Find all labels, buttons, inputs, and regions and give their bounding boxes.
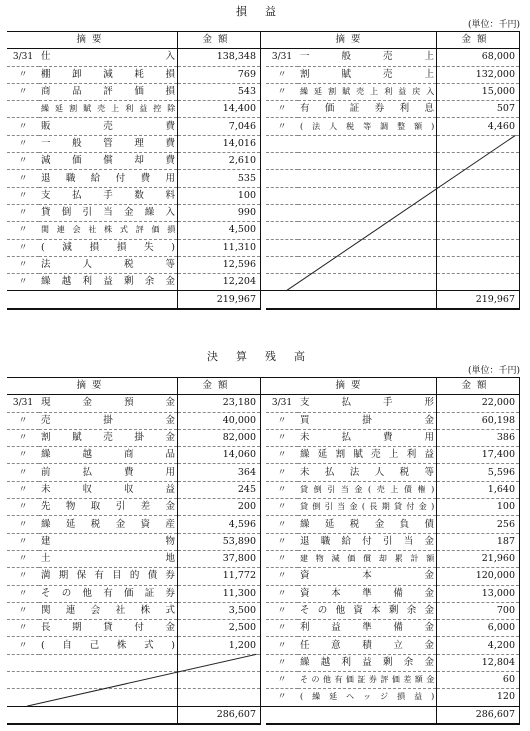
entry-amount: 11,310 xyxy=(178,239,261,256)
total-row xyxy=(7,706,520,724)
entry-amount: 132,000 xyxy=(437,66,520,83)
entry-date: 〃 xyxy=(266,568,298,585)
entry-date: 〃 xyxy=(7,602,39,619)
entry-date: 〃 xyxy=(266,412,298,429)
entry-item: 売掛金 xyxy=(39,412,178,429)
entry-item: 貸倒引当金(売上債権) xyxy=(298,481,437,498)
entry-date: 〃 xyxy=(266,602,298,619)
entry-item: 繰延税金負債 xyxy=(298,516,437,533)
entry-amount xyxy=(437,170,520,187)
entry-item: 資本金 xyxy=(298,568,437,585)
table-row xyxy=(7,170,520,187)
entry-item: (減損損失) xyxy=(39,239,178,256)
table-row xyxy=(7,395,520,412)
bs-ledger-table xyxy=(7,377,520,725)
entry-date: 〃 xyxy=(266,585,298,602)
entry-item xyxy=(298,256,437,273)
entry-date: 〃 xyxy=(7,204,39,221)
table-row xyxy=(7,637,520,654)
entry-amount: 4,500 xyxy=(178,222,261,239)
entry-amount xyxy=(178,672,261,689)
entry-date: 3/31 xyxy=(266,49,298,66)
entry-amount: 4,200 xyxy=(437,637,520,654)
entry-date: 〃 xyxy=(266,637,298,654)
entry-item: 貸倒引当金(長期貸付金) xyxy=(298,499,437,516)
entry-date: 〃 xyxy=(266,654,298,671)
entry-date xyxy=(266,135,298,152)
entry-item: 退職給付費用 xyxy=(39,170,178,187)
table-row xyxy=(7,101,520,118)
total-date xyxy=(7,291,39,309)
entry-date: 〃 xyxy=(7,274,39,291)
entry-amount: 13,000 xyxy=(437,585,520,602)
entry-amount: 543 xyxy=(178,83,261,100)
table-row xyxy=(7,204,520,221)
entry-amount: 1,640 xyxy=(437,481,520,498)
entry-item: 未収収益 xyxy=(39,481,178,498)
entry-date: 〃 xyxy=(7,533,39,550)
entry-date: 3/31 xyxy=(7,49,39,66)
total-row xyxy=(7,291,520,309)
entry-date: 〃 xyxy=(266,516,298,533)
entry-amount: 700 xyxy=(437,602,520,619)
entry-item: 一般管理費 xyxy=(39,135,178,152)
header-amount-left: 金額 xyxy=(178,32,261,49)
entry-amount: 14,016 xyxy=(178,135,261,152)
entry-item: 減価償却費 xyxy=(39,153,178,170)
entry-item xyxy=(298,135,437,152)
entry-amount: 14,400 xyxy=(178,101,261,118)
entry-amount: 4,596 xyxy=(178,516,261,533)
table-row xyxy=(7,447,520,464)
table-row xyxy=(7,153,520,170)
bs-unit: (単位：千円) xyxy=(467,366,520,376)
table-row xyxy=(7,256,520,273)
entry-amount: 5,596 xyxy=(437,464,520,481)
entry-item: 前払費用 xyxy=(39,464,178,481)
entry-item: 法人税等 xyxy=(39,256,178,273)
entry-item: 繰延割賦売上利益戻入 xyxy=(298,83,437,100)
entry-amount xyxy=(437,256,520,273)
table-row xyxy=(7,187,520,204)
header-item-right: 摘要 xyxy=(266,32,437,49)
entry-amount xyxy=(437,239,520,256)
entry-amount: 15,000 xyxy=(437,83,520,100)
entry-amount: 4,460 xyxy=(437,118,520,135)
pl-unit: (単位：千円) xyxy=(467,20,520,30)
entry-amount: 507 xyxy=(437,101,520,118)
entry-date: 〃 xyxy=(7,256,39,273)
entry-item: 割賦売上 xyxy=(298,66,437,83)
entry-amount: 535 xyxy=(178,170,261,187)
entry-amount: 60 xyxy=(437,672,520,689)
entry-amount xyxy=(437,187,520,204)
entry-item: 建物減価償却累計額 xyxy=(298,550,437,567)
entry-date: 〃 xyxy=(266,481,298,498)
table-row xyxy=(7,464,520,481)
entry-amount: 82,000 xyxy=(178,429,261,446)
entry-item: (法人税等調整額) xyxy=(298,118,437,135)
entry-amount: 120 xyxy=(437,689,520,706)
entry-item xyxy=(298,222,437,239)
entry-amount: 138,348 xyxy=(178,49,261,66)
entry-date: 〃 xyxy=(7,118,39,135)
table-row xyxy=(7,135,520,152)
total-amount-right: 286,607 xyxy=(437,706,520,724)
header-amount-right: 金額 xyxy=(437,32,520,49)
entry-date: 3/31 xyxy=(266,395,298,412)
entry-item: その他資本剰余金 xyxy=(298,602,437,619)
entry-date: 〃 xyxy=(266,672,298,689)
bs-title: 決算残高 xyxy=(207,350,323,363)
entry-item: 退職給付引当金 xyxy=(298,533,437,550)
table-row xyxy=(7,499,520,516)
entry-date: 〃 xyxy=(7,568,39,585)
entry-item: 繰越商品 xyxy=(39,447,178,464)
entry-item: 長期貸付金 xyxy=(39,620,178,637)
entry-item xyxy=(298,274,437,291)
entry-amount: 14,060 xyxy=(178,447,261,464)
entry-date: 〃 xyxy=(7,585,39,602)
entry-amount: 256 xyxy=(437,516,520,533)
entry-date xyxy=(266,239,298,256)
entry-item xyxy=(298,153,437,170)
entry-amount: 23,180 xyxy=(178,395,261,412)
entry-item: 未払法人税等 xyxy=(298,464,437,481)
entry-amount: 990 xyxy=(178,204,261,221)
entry-amount: 1,200 xyxy=(178,637,261,654)
entry-item xyxy=(39,672,178,689)
entry-amount: 53,890 xyxy=(178,533,261,550)
total-item xyxy=(39,706,178,724)
entry-item xyxy=(298,170,437,187)
entry-date xyxy=(266,153,298,170)
header-item-left: 摘要 xyxy=(7,32,178,49)
entry-amount: 6,000 xyxy=(437,620,520,637)
table-row xyxy=(7,118,520,135)
table-row xyxy=(7,239,520,256)
table-row xyxy=(7,550,520,567)
table-row xyxy=(7,412,520,429)
entry-item: 繰越利益剰余金 xyxy=(298,654,437,671)
entry-item: 貸倒引当金繰入 xyxy=(39,204,178,221)
entry-date: 〃 xyxy=(7,222,39,239)
entry-amount: 769 xyxy=(178,66,261,83)
header-amount-left: 金額 xyxy=(178,378,261,395)
total-item xyxy=(39,291,178,309)
entry-amount: 60,198 xyxy=(437,412,520,429)
entry-date: 〃 xyxy=(7,481,39,498)
table-row xyxy=(7,602,520,619)
total-date xyxy=(7,706,39,724)
entry-date xyxy=(266,256,298,273)
entry-date: 〃 xyxy=(7,66,39,83)
entry-date: 〃 xyxy=(7,153,39,170)
entry-amount: 3,500 xyxy=(178,602,261,619)
entry-amount: 100 xyxy=(178,187,261,204)
total-amount-right: 219,967 xyxy=(437,291,520,309)
total-date xyxy=(266,706,298,724)
entry-amount: 200 xyxy=(178,499,261,516)
entry-date: 〃 xyxy=(7,447,39,464)
entry-amount: 120,000 xyxy=(437,568,520,585)
entry-date: 〃 xyxy=(7,516,39,533)
entry-amount: 364 xyxy=(178,464,261,481)
table-row xyxy=(7,481,520,498)
entry-item xyxy=(298,239,437,256)
pl-title: 損益 xyxy=(236,5,294,18)
entry-item xyxy=(39,689,178,706)
table-row xyxy=(7,689,520,706)
entry-date: 〃 xyxy=(266,464,298,481)
entry-item: 未払費用 xyxy=(298,429,437,446)
entry-item: 資本準備金 xyxy=(298,585,437,602)
entry-date: 〃 xyxy=(266,66,298,83)
entry-date: 〃 xyxy=(7,412,39,429)
entry-item: (繰延ヘッジ損益) xyxy=(298,689,437,706)
entry-amount xyxy=(437,135,520,152)
table-row xyxy=(7,533,520,550)
entry-item: その他有価証券 xyxy=(39,585,178,602)
entry-amount: 12,596 xyxy=(178,256,261,273)
entry-item: 買掛金 xyxy=(298,412,437,429)
entry-item: 繰延税金資産 xyxy=(39,516,178,533)
entry-item: 棚卸減耗損 xyxy=(39,66,178,83)
entry-date xyxy=(266,170,298,187)
entry-item: 繰延割賦売上利益 xyxy=(298,447,437,464)
entry-amount: 68,000 xyxy=(437,49,520,66)
entry-amount: 100 xyxy=(437,499,520,516)
entry-amount: 37,800 xyxy=(178,550,261,567)
table-row xyxy=(7,429,520,446)
table-row xyxy=(7,516,520,533)
entry-item xyxy=(298,187,437,204)
entry-amount xyxy=(178,654,261,671)
entry-item: 現金預金 xyxy=(39,395,178,412)
entry-date: 〃 xyxy=(266,689,298,706)
table-row xyxy=(7,66,520,83)
table-row xyxy=(7,49,520,66)
entry-amount: 11,772 xyxy=(178,568,261,585)
entry-amount xyxy=(437,222,520,239)
table-row xyxy=(7,620,520,637)
entry-date: 〃 xyxy=(7,499,39,516)
entry-item: 建物 xyxy=(39,533,178,550)
table-row xyxy=(7,274,520,291)
entry-date: 〃 xyxy=(7,83,39,100)
header-item-left: 摘要 xyxy=(7,378,178,395)
entry-amount xyxy=(178,689,261,706)
entry-item: 支払手形 xyxy=(298,395,437,412)
entry-amount: 40,000 xyxy=(178,412,261,429)
total-item xyxy=(298,291,437,309)
entry-amount: 7,046 xyxy=(178,118,261,135)
table-row xyxy=(7,654,520,671)
entry-date: 〃 xyxy=(266,429,298,446)
pl-ledger-table xyxy=(7,31,520,310)
entry-item: 先物取引差金 xyxy=(39,499,178,516)
entry-date: 〃 xyxy=(7,550,39,567)
entry-amount: 2,610 xyxy=(178,153,261,170)
entry-date: 〃 xyxy=(266,550,298,567)
entry-date xyxy=(266,274,298,291)
table-row xyxy=(7,83,520,100)
entry-date: 〃 xyxy=(266,620,298,637)
entry-item: 販売費 xyxy=(39,118,178,135)
entry-date: 〃 xyxy=(7,239,39,256)
entry-item: 繰越利益剰余金 xyxy=(39,274,178,291)
entry-item: 仕入 xyxy=(39,49,178,66)
entry-item: 関連会社株式評価損 xyxy=(39,222,178,239)
entry-date: 〃 xyxy=(266,533,298,550)
entry-item: 関連会社株式 xyxy=(39,602,178,619)
entry-item: (自己株式) xyxy=(39,637,178,654)
entry-date: 〃 xyxy=(266,83,298,100)
entry-item: 有価証券利息 xyxy=(298,101,437,118)
entry-item: 商品評価損 xyxy=(39,83,178,100)
entry-date xyxy=(266,187,298,204)
entry-amount: 21,960 xyxy=(437,550,520,567)
entry-item: 土地 xyxy=(39,550,178,567)
entry-amount xyxy=(437,204,520,221)
entry-amount: 386 xyxy=(437,429,520,446)
entry-amount: 2,500 xyxy=(178,620,261,637)
entry-date: 〃 xyxy=(7,135,39,152)
table-row xyxy=(7,585,520,602)
total-amount-left: 219,967 xyxy=(178,291,261,309)
entry-date xyxy=(266,222,298,239)
entry-amount: 12,204 xyxy=(178,274,261,291)
entry-item xyxy=(39,654,178,671)
entry-item: 一般売上 xyxy=(298,49,437,66)
entry-amount: 17,400 xyxy=(437,447,520,464)
total-date xyxy=(266,291,298,309)
table-row xyxy=(7,222,520,239)
entry-date: 3/31 xyxy=(7,395,39,412)
entry-date: 〃 xyxy=(266,499,298,516)
entry-date: 〃 xyxy=(7,429,39,446)
total-item xyxy=(298,706,437,724)
header-amount-right: 金額 xyxy=(437,378,520,395)
entry-amount xyxy=(437,153,520,170)
entry-amount: 187 xyxy=(437,533,520,550)
entry-item xyxy=(298,204,437,221)
entry-date: 〃 xyxy=(7,637,39,654)
entry-date xyxy=(266,204,298,221)
entry-date: 〃 xyxy=(266,118,298,135)
entry-date: 〃 xyxy=(7,464,39,481)
entry-item: 利益準備金 xyxy=(298,620,437,637)
entry-item: 満期保有目的債券 xyxy=(39,568,178,585)
header-item-right: 摘要 xyxy=(266,378,437,395)
entry-amount xyxy=(437,274,520,291)
table-row xyxy=(7,568,520,585)
total-amount-left: 286,607 xyxy=(178,706,261,724)
entry-date xyxy=(7,672,39,689)
entry-date xyxy=(7,654,39,671)
entry-date: 〃 xyxy=(7,187,39,204)
entry-item: 支払手数料 xyxy=(39,187,178,204)
entry-date: 〃 xyxy=(266,447,298,464)
entry-amount: 11,300 xyxy=(178,585,261,602)
entry-item: 任意積立金 xyxy=(298,637,437,654)
entry-date xyxy=(7,689,39,706)
entry-date xyxy=(7,101,39,118)
table-row xyxy=(7,672,520,689)
entry-amount: 12,804 xyxy=(437,654,520,671)
entry-date: 〃 xyxy=(266,101,298,118)
entry-item: その他有価証券評価差額金 xyxy=(298,672,437,689)
entry-item: 繰延割賦売上利益控除 xyxy=(39,101,178,118)
entry-item: 割賦売掛金 xyxy=(39,429,178,446)
entry-date: 〃 xyxy=(7,620,39,637)
entry-amount: 22,000 xyxy=(437,395,520,412)
entry-amount: 245 xyxy=(178,481,261,498)
entry-date: 〃 xyxy=(7,170,39,187)
